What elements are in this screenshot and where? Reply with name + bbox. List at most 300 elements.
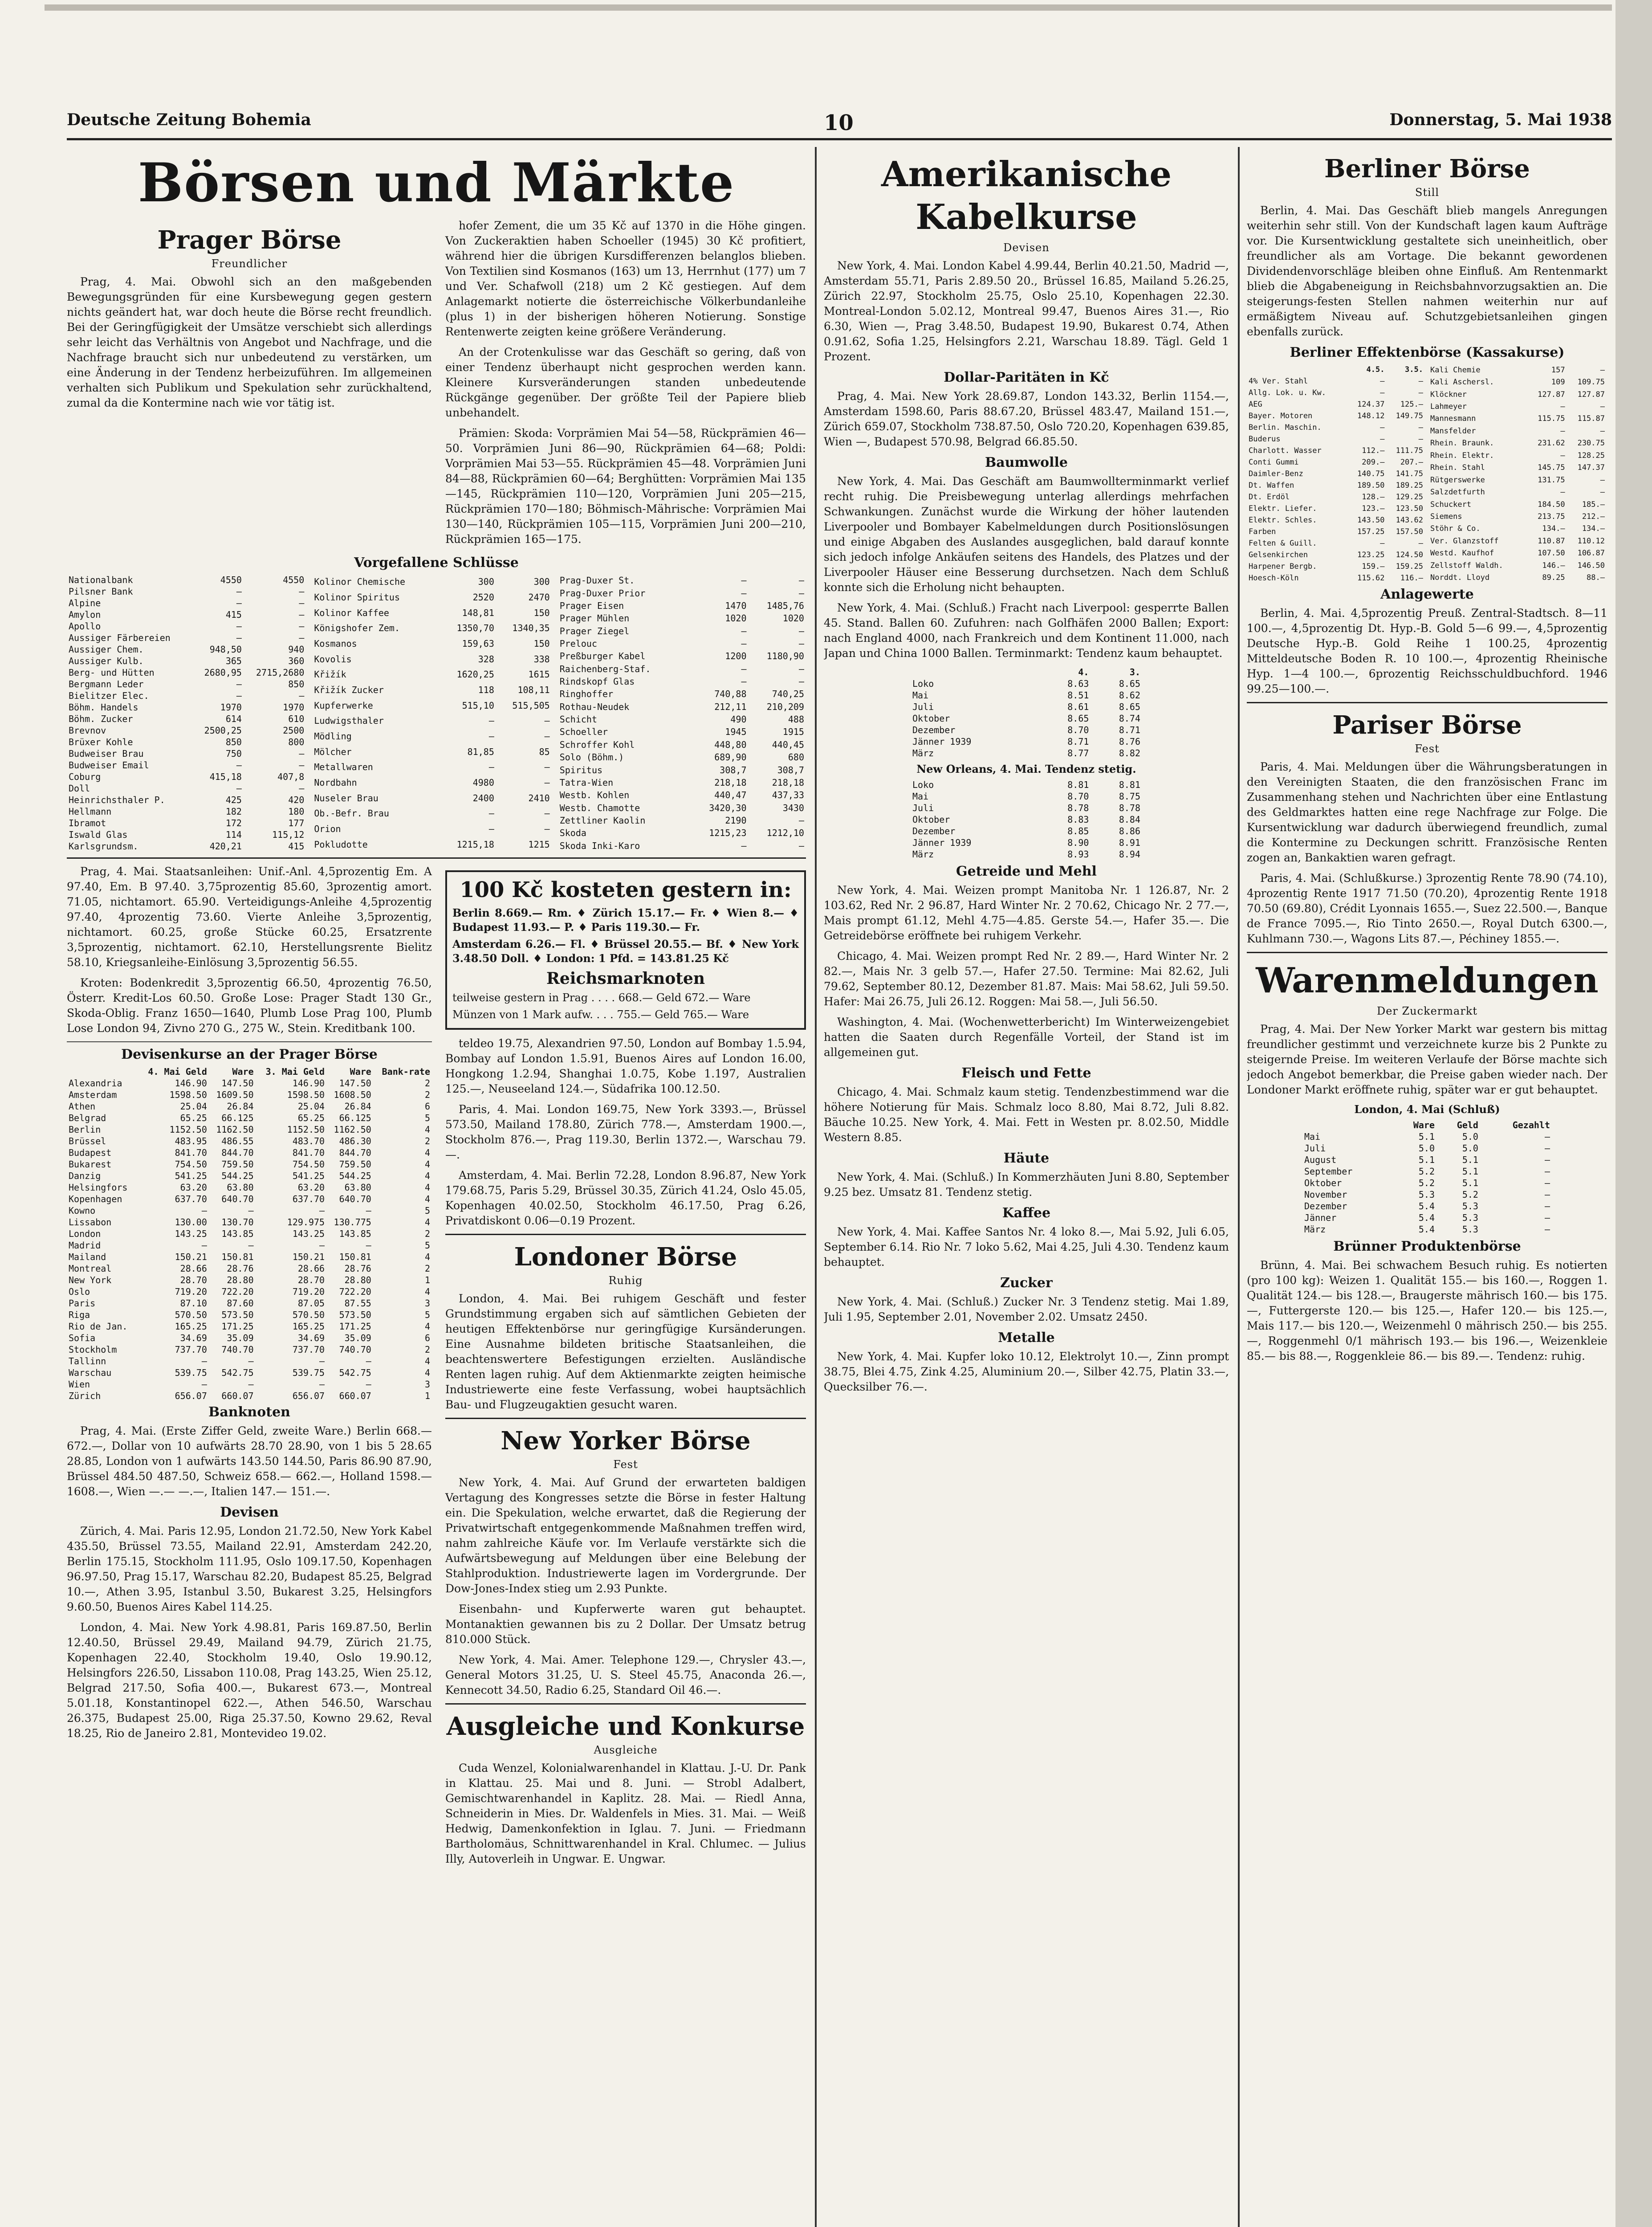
cell-value: 800: [288, 737, 305, 747]
cell-value: 1152.50: [287, 1124, 325, 1135]
row-label: Alpine: [69, 598, 101, 608]
cell-value: 147.37: [1577, 463, 1605, 473]
row-label: Solo (Böhm.): [559, 752, 624, 763]
cell-value: 5.0: [1418, 1143, 1435, 1154]
table-row: [67, 644, 306, 655]
cell-value: 115.87: [1577, 414, 1605, 424]
getreide-title: Getreide und Mehl: [956, 864, 1097, 879]
cell-value: 134.—: [1582, 524, 1605, 534]
cell-value: 218,18: [714, 777, 747, 788]
cell-value: —: [798, 815, 804, 826]
cell-value: 26.84: [227, 1101, 254, 1112]
cell-value: 5.4: [1418, 1212, 1435, 1223]
cell-value: 87.60: [227, 1298, 254, 1309]
cell-value: —: [201, 1379, 207, 1390]
waren-title: Warenmeldungen: [1256, 960, 1599, 1001]
cell-value: 131.75: [1538, 475, 1565, 485]
row-label: Aussiger Chem.: [69, 644, 144, 655]
column-header: Geld: [1457, 1120, 1478, 1130]
cell-value: 65.25: [297, 1113, 325, 1123]
cell-value: 483.70: [292, 1136, 325, 1146]
cell-value: —: [319, 1205, 325, 1216]
cell-value: 123.25: [1357, 551, 1385, 559]
cell-value: 157.25: [1357, 527, 1385, 536]
cell-value: —: [1544, 1224, 1550, 1235]
row-label: Berg- und Hütten: [69, 667, 155, 678]
table-row: [67, 1089, 432, 1101]
cell-value: —: [1380, 388, 1385, 397]
cell-value: 5.2: [1462, 1189, 1478, 1200]
cell-value: 360: [288, 656, 305, 666]
table-row: [1247, 433, 1425, 445]
table-row: [1428, 462, 1607, 474]
cell-value: 157.50: [1396, 527, 1423, 536]
cell-value: 1020: [725, 613, 747, 624]
table-row: [67, 690, 306, 702]
table-row: [558, 675, 806, 688]
table-row: [558, 801, 806, 814]
cell-value: 150: [533, 607, 550, 618]
cell-value: 81,85: [467, 746, 494, 757]
table-row: [67, 632, 306, 644]
table-row: [1247, 561, 1425, 572]
table-row: [1302, 1189, 1552, 1200]
baumwolle-text: New York, 4. Mai. Das Geschäft am Baumwollterminmarkt verlief recht ruhig. Die Preisbewegung unterlag allerdings mehrfachen Schwankungen. Zunächst wurde die Wirkung der höher lautenden Liverpooler und Bombayer Kabelmeldungen durch Positionslösungen und einige Abgaben des Auslandes ausgeglichen, bald darauf konnte sich jedoch infolge Ankäufen seitens des Handels, des Platzes und der Liverpooler Häuser eine Besserung durchsetzen. Nach dem Schluß konnte sich die Erholung nicht behaupten.: [824, 475, 1229, 594]
cell-value: 5: [424, 1205, 430, 1216]
row-label: Mai: [912, 690, 929, 701]
cell-value: 573.50: [339, 1309, 371, 1320]
kroten-text: Kroten: Bodenkredit 3,5prozentig 66.50, 4prozentig 76.50, Österr. Kredit-Los 60.50. Große Lose: Prager Stadt 130 Gr., Skoda-Oblig. Franz 1650—1640, Plumb Lose Prag 100, Plumb Lose London 94, Zivno 270 G., 275 W., Stein. Kreditbank 100.: [67, 976, 432, 1035]
column-header: Gezahlt: [1512, 1120, 1550, 1130]
cell-value: 150.81: [339, 1252, 371, 1262]
table-row: [67, 1170, 432, 1182]
table-row: [1302, 1142, 1552, 1154]
row-label: Prager Mühlen: [559, 613, 630, 624]
cell-value: —: [1380, 377, 1385, 386]
cell-value: 28.76: [227, 1263, 254, 1274]
dollar-text: Prag, 4. Mai. New York 28.69.87, London 143.32, Berlin 1154.—, Amsterdam 1598.60, Paris 88.67.20, Brüssel 483.47, Mailand 151.—, Zürich 659.07, Stockholm 738.87.50, Oslo 720.20, Kopenhagen 639.85, Wien —, Budapest 570.98, Belgrad 66.85.50.: [824, 390, 1229, 448]
row-label: Kowno: [69, 1205, 96, 1216]
cell-value: 184.50: [1538, 500, 1565, 509]
divider: [445, 1234, 806, 1235]
haeute-text: New York, 4. Mai. (Schluß.) In Kommerzhäuten Juni 8.80, September 9.25 bez. Umsatz 81. Tendenz stetig.: [824, 1171, 1229, 1199]
table-row: [558, 726, 806, 738]
cell-value: 118: [478, 684, 494, 695]
cell-value: —: [248, 1240, 254, 1251]
table-row: [558, 688, 806, 700]
bruenner-text: Brünn, 4. Mai. Bei schwachem Besuch ruhig. Es notierten (pro 100 kg): Weizen 1. Qualität 155.— bis 160.—, Roggen 1. Qualität 124.— bis 128.—, Braugerste mährisch 160.— bis 175.—, Futtergerste 120.— bis 125.—, Hafer 120.— bis 125.—, Mais 117.— bis 120.—, Weizenmehl 0 mährisch 250.— bis 255.—, Roggenmehl 0/1 mährisch 193.— bis 196.—, Weizenkleie 85.— bis 88.—, Roggenkleie 86.— bis 89.—. Tendenz: ruhig.: [1247, 1259, 1607, 1362]
cell-value: —: [1560, 488, 1565, 497]
cell-value: 28.76: [344, 1263, 371, 1274]
cell-value: 8.76: [1119, 736, 1140, 747]
cell-value: 5.3: [1418, 1189, 1435, 1200]
table-row: [1428, 559, 1607, 571]
table-row: [67, 609, 306, 620]
cell-value: —: [299, 621, 305, 632]
row-label: Stöhr & Co.: [1430, 524, 1481, 534]
row-label: Böhm. Handels: [69, 702, 138, 713]
cell-value: 1: [424, 1275, 430, 1285]
cell-value: 1620,25: [456, 669, 494, 680]
prager-title: Prager Börse: [157, 225, 342, 255]
cell-value: 112.—: [1362, 446, 1385, 455]
amerik-text: New York, 4. Mai. London Kabel 4.99.44, Berlin 40.21.50, Madrid —, Amsterdam 55.71, Paris 2.89.50 20., Brüssel 16.85, Mailand 5.26.25, Zürich 22.97, Stockholm 25.75, Oslo 25.10, Kopenhagen 22.30. Montreal-London 5.02.12, Montreal 99.47, Buenos Aires 31.—, Rio 6.30, Wien —, Prag 3.48.50, Budapest 19.90, Bukarest 0.74, Athen 0.91.62, Sofia 1.25, Helsingfors 2.21, Warschau 18.89. Tägl. Geld 1 Prozent.: [824, 259, 1229, 363]
row-label: Allg. Lok. u. Kw.: [1249, 388, 1326, 397]
cell-value: —: [319, 1356, 325, 1366]
cell-value: 3430: [782, 802, 804, 813]
cell-value: 4: [424, 1124, 430, 1135]
row-label: Kali Chemie: [1430, 365, 1481, 375]
row-label: Heinrichsthaler P.: [69, 795, 165, 805]
cell-value: 5.0: [1462, 1131, 1478, 1142]
cell-value: 841.70: [175, 1147, 207, 1158]
cell-value: 4980: [472, 777, 494, 788]
row-label: Raichenberg-Staf.: [559, 663, 651, 674]
row-label: Kovolis: [314, 653, 352, 665]
row-label: Spiritus: [559, 764, 603, 775]
devisen-zuerich-text: Zürich, 4. Mai. Paris 12.95, London 21.72.50, New York Kabel 435.50, Brüssel 73.55, Mailand 22.91, Amsterdam 242.20, Berlin 175.15, Stockholm 111.95, Oslo 109.17.50, Kopenhagen 96.97.50, Prag 15.17, Warschau 82.20, Budapest 85.25, Belgrad 10.—, Athen 3.95, Istanbul 3.50, Bukarest 3.25, Helsingfors 9.60.50, Buenos Aires Kabel 114.25.: [67, 1525, 432, 1613]
cell-value: 542.75: [221, 1367, 254, 1378]
page-edge-strip: [1615, 0, 1652, 2227]
devisen-london-text: London, 4. Mai. New York 4.98.81, Paris 169.87.50, Berlin 12.40.50, Brüssel 29.49, Mailand 94.79, Zürich 21.75, Kopenhagen 22.40, Stockholm 19.40, Oslo 19.90.12, Helsingfors 226.50, Lissabon 110.08, Prag 143.25, Wien 25.12, Belgrad 217.50, Sofia 400.—, Bukarest 673.—, Montreal 5.01.18, Konstantinopel 622.—, Athen 546.50, Warschau 26.375, Budapest 25.00, Riga 25.37.50, Kowno 29.62, Reval 18.25, Rio de Janeiro 2.81, Montevideo 19.02.: [67, 1621, 432, 1740]
cell-value: 740.70: [221, 1344, 254, 1355]
cell-value: 542.75: [339, 1367, 371, 1378]
cell-value: 8.91: [1119, 837, 1140, 848]
cell-value: 66.125: [221, 1113, 254, 1123]
row-label: Kopenhagen: [69, 1194, 122, 1204]
table-row: [67, 771, 306, 783]
table-row: [67, 1158, 432, 1170]
row-label: Belgrad: [69, 1113, 106, 1123]
table-row: [67, 1112, 432, 1124]
cell-value: 689,90: [714, 752, 747, 763]
cell-value: 8.84: [1119, 814, 1140, 825]
cell-value: —: [201, 1205, 207, 1216]
row-label: Rothau-Neudek: [559, 701, 630, 712]
table-row: [1302, 1131, 1552, 1142]
row-label: Coburg: [69, 771, 101, 782]
amerik-title: Amerikanische Kabelkurse: [881, 154, 1172, 237]
cell-value: 841.70: [292, 1147, 325, 1158]
cell-value: —: [1380, 539, 1385, 548]
table-row: [558, 612, 806, 624]
cell-value: 544.25: [339, 1171, 371, 1181]
cell-value: 3420,30: [709, 802, 747, 813]
cell-value: —: [299, 748, 305, 759]
table-row: [67, 1240, 432, 1251]
cell-value: 637.70: [292, 1194, 325, 1204]
cell-value: 63.80: [227, 1182, 254, 1193]
table-row: [1302, 1154, 1552, 1166]
cell-value: 63.20: [180, 1182, 207, 1193]
table-row: [312, 790, 551, 806]
effekten-table-b: [1428, 364, 1607, 584]
row-label: Riga: [69, 1309, 90, 1320]
getreide-text: New York, 4. Mai. Weizen prompt Manitoba Nr. 1 126.87, Nr. 2 103.62, Red Nr. 2 96.87, Hard Winter Nr. 2 70.62, Chicago Nr. 2 77.—, Mais prompt 61.12, Mehl 4.75—4.85. Gerste 54.—, Hafer 35.—. Die Getreidebörse eröffnete bei ruhigem Verkehr.: [824, 884, 1229, 942]
berliner-subtitle: Still: [1415, 186, 1440, 199]
metalle-text: New York, 4. Mai. Kupfer loko 10.12, Elektrolyt 10.—, Zinn prompt 38.75, Blei 4.75, Zink 4.25, Aluminium 20.—, Silber 42.75, Platin 33.—, Quecksilber 76.—.: [824, 1350, 1229, 1393]
cell-value: 1215,18: [456, 839, 494, 850]
row-label: Mai: [1304, 1131, 1321, 1142]
cell-value: 8.93: [1067, 849, 1089, 860]
table-row: [558, 637, 806, 650]
cell-value: —: [366, 1379, 371, 1390]
table-row: [67, 748, 306, 759]
cell-value: 754.50: [292, 1159, 325, 1170]
row-label: Brevnov: [69, 725, 106, 736]
berliner-text: Berlin, 4. Mai. Das Geschäft blieb mangels Anregungen weiterhin sehr still. Von der Kundschaft lagen kaum Aufträge vor. Die Kursentwicklung gestaltete sich uneinheitlich, ober freundlicher als am Vortage. Die bekannt gewordenen Dividendenvorschläge bleiben ohne Einfluß. Am Rentenmarkt blieb die Abgabeneigung in Reichsbahnvorzugsaktien an. Die steigerungs-festen Stellen nahmen weiterhin nur auf ermäßigtem Niveau auf. Schutzgebietsanleihen gingen ebenfalls zurück.: [1247, 204, 1607, 338]
cell-value: 171.25: [339, 1321, 371, 1332]
cell-value: —: [1418, 539, 1423, 548]
row-label: Oktober: [912, 713, 950, 724]
cell-value: —: [1380, 423, 1385, 432]
cell-value: 407,8: [277, 771, 305, 782]
cell-value: 4: [424, 1252, 430, 1262]
cell-value: 539.75: [175, 1367, 207, 1378]
prager-col-left: [67, 218, 432, 552]
reichsmark-title: Reichsmarknoten: [546, 969, 705, 988]
divider: [1247, 952, 1607, 953]
row-label: Jänner 1939: [912, 837, 972, 848]
row-label: Bergmann Leder: [69, 679, 144, 689]
amerik-subtitle: Devisen: [1003, 241, 1050, 254]
cell-value: 544.25: [221, 1171, 254, 1181]
cell-value: —: [1560, 451, 1565, 460]
row-label: Ibramot: [69, 818, 106, 828]
row-label: Iswald Glas: [69, 829, 128, 840]
baumwolle-title: Baumwolle: [985, 455, 1068, 470]
cell-value: 8.71: [1119, 725, 1140, 735]
cell-value: 6: [424, 1333, 430, 1343]
cell-value: —: [544, 777, 550, 788]
neworleans-title: New Orleans, 4. Mai. Tendenz stetig.: [916, 763, 1136, 775]
row-label: Nuseler Brau: [314, 792, 378, 804]
table-row: [67, 1182, 432, 1193]
cell-value: 140.75: [1357, 469, 1385, 478]
london-zucker-table: [1302, 1119, 1552, 1235]
cell-value: 420,21: [209, 841, 242, 852]
table-row: [67, 725, 306, 736]
row-label: Dezember: [912, 826, 956, 836]
schluesse-table-a: [67, 574, 306, 852]
table-row: [67, 1379, 432, 1390]
table-row: [67, 736, 306, 748]
cell-value: —: [488, 715, 494, 726]
kc-box-line: Amsterdam 6.26.— Fl. ♦ Brüssel 20.55.— Bf. ♦ New York 3.48.50 Doll. ♦ London: 1 Pfd. = 143.81.25 Kč: [452, 938, 799, 965]
cell-value: 4: [424, 1217, 430, 1228]
cell-value: 1485,76: [766, 600, 804, 611]
row-label: Westb. Kohlen: [559, 790, 630, 801]
row-label: Elektr. Liefer.: [1249, 504, 1317, 513]
cell-value: 338: [533, 653, 550, 665]
row-label: Amsterdam: [69, 1089, 117, 1100]
row-label: Ob.-Befr. Brau: [314, 808, 389, 819]
banknoten-text: Prag, 4. Mai. (Erste Ziffer Geld, zweite Ware.) Berlin 668.— 672.—, Dollar von 10 aufwärts 28.70 28.90, von 1 bis 5 28.65 28.85, London von 1 aufwärts 143.50 144.50, Paris 86.90 87.90, Brüssel 484.50 487.50, Schweiz 658.— 662.—, Holland 1598.— 1608.—, Wien —.— —.—, Italien 147.— 151.—.: [67, 1424, 432, 1498]
cell-value: 212,11: [714, 701, 747, 712]
cell-value: 1615: [528, 669, 550, 680]
cell-value: 8.61: [1067, 702, 1089, 712]
haeute-title: Häute: [1003, 1150, 1050, 1166]
row-label: Böhm. Zucker: [69, 714, 133, 724]
cell-value: —: [544, 823, 550, 834]
column-header: [1247, 364, 1348, 375]
cell-value: 5.3: [1462, 1212, 1478, 1223]
schluesse-tables: [67, 574, 806, 852]
cell-value: 440,45: [772, 739, 804, 750]
cell-value: 2: [424, 1136, 430, 1146]
column-header: Ware: [232, 1066, 254, 1077]
cell-value: 63.20: [297, 1182, 325, 1193]
row-label: Orion: [314, 823, 341, 834]
cell-value: 146.50: [1577, 561, 1605, 570]
cell-value: 129.975: [287, 1217, 325, 1228]
cell-value: 2: [424, 1344, 430, 1355]
row-label: Stockholm: [69, 1344, 117, 1355]
row-label: Ver. Glanzstoff: [1430, 536, 1499, 546]
prager-lower-row: [67, 864, 806, 1872]
table-row: [558, 600, 806, 612]
cell-value: 844.70: [339, 1147, 371, 1158]
cell-value: —: [366, 1205, 371, 1216]
cell-value: 124.37: [1357, 400, 1385, 409]
row-label: Pokludotte: [314, 839, 368, 850]
cell-value: 159.25: [1396, 562, 1423, 571]
cell-value: 150.21: [175, 1252, 207, 1262]
row-label: Siemens: [1430, 512, 1462, 521]
table-row: [558, 650, 806, 662]
table-row: [1247, 399, 1425, 410]
zucker-text: New York, 4. Mai. (Schluß.) Zucker Nr. 3 Tendenz stetig. Mai 1.89, Juli 1.95, September 2.01, November 2.02. Umsatz 2450.: [824, 1295, 1229, 1323]
table-row: [558, 713, 806, 726]
row-label: Rhein. Braunk.: [1430, 439, 1494, 448]
cell-value: —: [798, 587, 804, 599]
row-label: Königshofer Zem.: [314, 623, 400, 634]
cell-value: 1: [424, 1391, 430, 1401]
cell-value: —: [319, 1240, 325, 1251]
table-row: [67, 655, 306, 667]
row-label: Madrid: [69, 1240, 101, 1251]
cell-value: 177: [288, 818, 305, 828]
table-row: [1302, 1166, 1552, 1177]
table-row: [312, 590, 551, 605]
cell-value: —: [798, 625, 804, 636]
table-row: [1247, 526, 1425, 538]
cell-value: 150.81: [221, 1252, 254, 1262]
column-header: Ware: [1413, 1120, 1435, 1130]
cell-value: —: [236, 690, 242, 701]
cell-value: —: [236, 621, 242, 632]
cell-value: 185.—: [1582, 500, 1605, 509]
schluesse-title: Vorgefallene Schlüsse: [354, 555, 519, 571]
row-label: Budweiser Brau: [69, 748, 144, 759]
cell-value: 2: [424, 1078, 430, 1089]
cell-value: —: [1544, 1166, 1550, 1177]
cell-value: 490: [730, 714, 747, 725]
newspaper-name: Deutsche Zeitung Bohemia: [67, 110, 311, 129]
table-row: [67, 586, 306, 597]
cell-value: —: [236, 632, 242, 643]
cell-value: 5.2: [1418, 1166, 1435, 1177]
table-row: [67, 829, 306, 840]
cell-value: 2715,2680: [256, 667, 305, 678]
row-label: Westd. Kaufhof: [1430, 549, 1494, 558]
table-row: [312, 775, 551, 791]
table-row: [911, 825, 1142, 837]
row-label: Juli: [912, 702, 934, 712]
cell-value: 146.90: [175, 1078, 207, 1089]
cell-value: 143.85: [339, 1228, 371, 1239]
row-label: Juli: [1304, 1143, 1326, 1154]
cell-value: —: [1560, 426, 1565, 436]
table-row: [1247, 457, 1425, 468]
cell-value: 1470: [725, 600, 747, 611]
row-label: Harpener Bergb.: [1249, 562, 1317, 571]
cell-value: 5: [424, 1309, 430, 1320]
newyorker-subtitle: Fest: [613, 1458, 638, 1471]
cell-value: 128.25: [1577, 451, 1605, 460]
washington-text: Washington, 4. Mai. (Wochenwetterbericht) Im Winterweizengebiet hatten die Saaten durch Regenfälle Vorteil, der Stand ist im allgemeinen gut.: [824, 1016, 1229, 1059]
cell-value: 115,12: [272, 829, 305, 840]
cell-value: —: [741, 638, 747, 649]
cell-value: —: [1418, 423, 1423, 432]
row-label: Conti Gummi: [1249, 458, 1299, 467]
table-row: [1247, 514, 1425, 526]
divider: [445, 1703, 806, 1705]
cell-value: 114: [225, 829, 242, 840]
cell-value: —: [1544, 1178, 1550, 1188]
row-label: Dt. Waffen: [1249, 481, 1294, 490]
row-label: November: [1304, 1189, 1347, 1200]
column-header: 4.: [1078, 667, 1089, 677]
zucker-title: Zucker: [1000, 1275, 1053, 1291]
cell-value: 147.50: [221, 1078, 254, 1089]
kaffee-title: Kaffee: [1002, 1205, 1051, 1221]
row-label: Tallinn: [69, 1356, 106, 1366]
row-label: Wien: [69, 1379, 90, 1390]
prager-text: Prag, 4. Mai. Obwohl sich an den maßgebenden Bewegungsgründen für eine Kursbewegung gegen gestern nichts geändert hat, war doch heute die Börse recht freundlich. Bei der Geringfügigkeit der Umsätze verschiebt sich allerdings sehr leicht das Verhältnis von Angebot und Nachfrage, und die Nachfrage braucht sich nur unbedeutend zu verstärken, um eine Änderung in der Tendenz herbeizuführen. Im allgemeinen verhalten sich Publikum und Spekulation sehr zurückhaltend, zumal da die Kontermine nach wie vor tätig ist.: [67, 275, 432, 409]
table-row: [1428, 523, 1607, 535]
cell-value: —: [236, 598, 242, 608]
cell-value: 5.1: [1418, 1154, 1435, 1165]
table-row: [558, 663, 806, 675]
table-row: [67, 1135, 432, 1147]
cell-value: 110.12: [1577, 536, 1605, 546]
cell-value: 5.1: [1462, 1154, 1478, 1165]
prager-top-row: [67, 218, 806, 552]
anlage-text: Berlin, 4. Mai. 4,5prozentig Preuß. Zentral-Stadtsch. 8—11 100.—, 4,5prozentig Dt. Hyp.-B. Gold 5—6 99.—, 4,5prozentig Deutsche Hyp.-B. Gold Reihe 1 100.25, 4prozentig Mitteldeutsche Boden R. 10 100.—, 4prozentig Rheinische Hyp. 1—4 100.—, 6prozentig Reichsschuldbuchford. 1946 99.25—100.—.: [1247, 607, 1607, 695]
row-label: Mailand: [69, 1252, 106, 1262]
cell-value: 614: [225, 714, 242, 724]
cell-value: 5: [424, 1240, 430, 1251]
column-rule: [1238, 147, 1240, 2227]
cell-value: 415: [288, 841, 305, 852]
column-header: [67, 1066, 138, 1077]
cell-value: 106.87: [1577, 549, 1605, 558]
table-row: [312, 620, 551, 636]
table-row: [1428, 510, 1607, 522]
table-row: [67, 1228, 432, 1240]
cell-value: —: [236, 586, 242, 597]
table-row: [312, 636, 551, 652]
table-row: [1428, 535, 1607, 547]
column-rule: [815, 147, 817, 2227]
table-row: [67, 620, 306, 632]
row-label: Dezember: [1304, 1201, 1347, 1211]
cell-value: 115.75: [1538, 414, 1565, 424]
cell-value: 1350,70: [456, 623, 494, 634]
row-label: März: [1304, 1224, 1326, 1235]
column-header: 3. Mai Geld: [265, 1066, 325, 1077]
